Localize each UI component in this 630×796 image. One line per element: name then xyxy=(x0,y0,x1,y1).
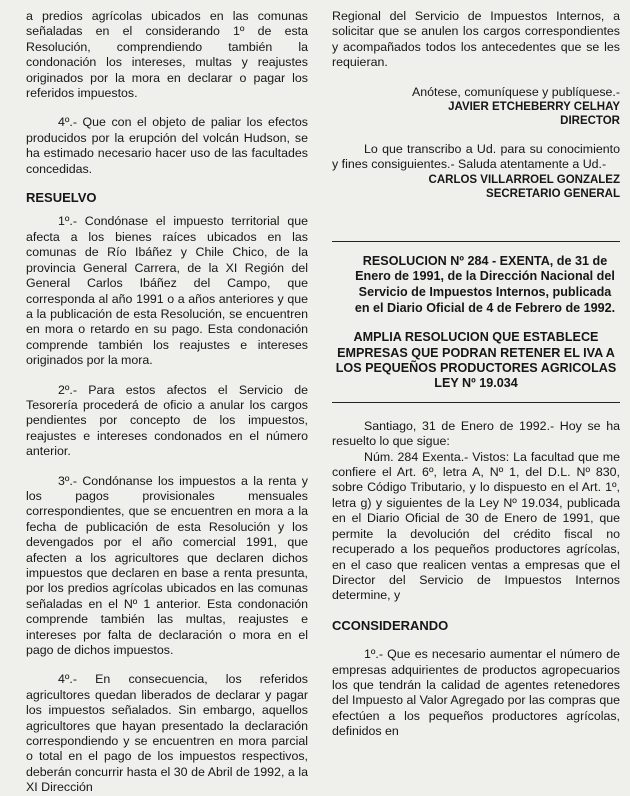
signature-2-name: CARLOS VILLARROEL GONZALEZ xyxy=(428,173,620,186)
considerando-item-1: 1º.- Que es necesario aumentar el número de empresas adquirientes de productos agropecuarios los que tendrán la calidad de agentes retenedores del Impuesto al Valor Agregado por las compras que efectúen a los pequeños productores agrícolas, definidos en xyxy=(332,647,620,739)
resuelvo-item-4: 4º.- En consecuencia, los referidos agricultores quedan liberados de declarar y pagar los impuestos señalados. Sin embargo, aquellos agricultores que hayan presentado la declaración correspondiendo y se encuentren en mora parcial o total en el pago de los impuestos respectivos, deberán concurrir hasta el 30 de Abril de 1992, a la XI Dirección xyxy=(26,672,308,795)
right-paragraph-0: Regional del Servicio de Impuestos Internos, a solicitar que se anulen los cargos correspondientes y acompañados todos los antecedentes que se les requieran. xyxy=(332,9,620,70)
resuelvo-item-1: 1º.- Condónase el impuesto territorial que afecta a los bienes raíces ubicados en las comunas de Río Ibáñez y Chile Chico, de la provincia General Carrera, de la XI Región del General Carlos Ibáñez del Campo, que corresponda al año 1991 o a años anteriores y que a la publicación de esta Resolución, se encuentren en mora o retardo en su pago. Esta condonación comprende también los reajustes e intereses originados por la mora. xyxy=(26,214,308,368)
left-paragraph-4-considerando: 4º.- Que con el objeto de paliar los efectos producidos por la erupción del volcán Hudson, se ha estimado necesario hacer uso de las facultades concedidas. xyxy=(26,115,308,176)
considerando-heading: CCONSIDERANDO xyxy=(332,617,449,633)
resuelvo-item-2: 2º.- Para estos afectos el Servicio de Tesorería procederá de oficio a anular los cargos pendientes por concepto de los impuestos, reajustes e intereses condonados en el número anterior. xyxy=(26,382,308,459)
left-paragraph-0: a predios agrícolas ubicados en las comunas señaladas en el considerando 1º de esta Resolución, comprendiendo también la condonación los intereses, multas y reajustes originados por la mora en declarar o pagar los referidos impuestos. xyxy=(26,9,308,101)
publish-note: Anótese, comuníquese y publíquese.- xyxy=(411,84,620,99)
date-paragraph: Santiago, 31 de Enero de 1992.- Hoy se ha resuelto lo que sigue: xyxy=(332,418,620,449)
vistos-paragraph: Núm. 284 Exenta.- Vistos: La facultad que me confiere el Art. 6º, letra A, Nº 1, del D.L. Nº 830, sobre Código Tributario, y lo dispuesto en el Art. 1º, letra g) y siguientes de la Ley Nº 19.034, publicada en el Diario Oficial de 30 de Enero de 1991, que permite la devolución del crédito fiscal no recuperado a los pequeños productores agrícolas, en el caso que realicen ventas a empresas que el Director del Servicio de Impuestos Internos determine, y xyxy=(332,449,620,603)
resuelvo-item-3: 3º.- Condónanse los impuestos a la renta y los pagos provisionales mensuales correspondientes, que se encuentren en mora a la fecha de publicación de esta Resolución y los devengados por el año comercial 1991, que afecten a los agricultores que declaren dichos impuestos que declaren en base a renta presunta, por los predios agrícolas ubicados en las comunas señaladas en el Nº 1 anterior. Esta condonación comprende también las multas, reajustes e intereses por falta de declaración o mora en el pago de dichos impuestos. xyxy=(26,473,308,658)
section-divider-bottom xyxy=(332,402,620,403)
left-column xyxy=(26,0,308,796)
resolution-subtitle: AMPLIA RESOLUCION QUE ESTABLECE EMPRESAS QUE PODRAN RETENER EL IVA A LOS PEQUEÑOS PRODUCTORES AGRICOLAS LEY Nº 19.034 xyxy=(335,330,617,391)
section-divider-top xyxy=(332,241,620,242)
signature-1-name: JAVIER ETCHEBERRY CELHAY xyxy=(448,101,620,114)
signature-2-title: SECRETARIO GENERAL xyxy=(486,187,620,200)
signature-1-title: DIRECTOR xyxy=(560,115,620,128)
resolution-title: RESOLUCION Nº 284 - EXENTA, de 31 de Enero de 1991, de la Dirección Nacional del Servicio de Impuestos Internos, publicada en el Diario Oficial de 4 de Febrero de 1992. xyxy=(354,253,616,315)
right-column xyxy=(332,0,620,740)
resuelvo-heading: RESUELVO xyxy=(26,190,97,206)
transcription-paragraph: Lo que transcribo a Ud. para su conocimiento y fines consiguientes.- Saluda atentamente a Ud.- xyxy=(332,142,620,172)
